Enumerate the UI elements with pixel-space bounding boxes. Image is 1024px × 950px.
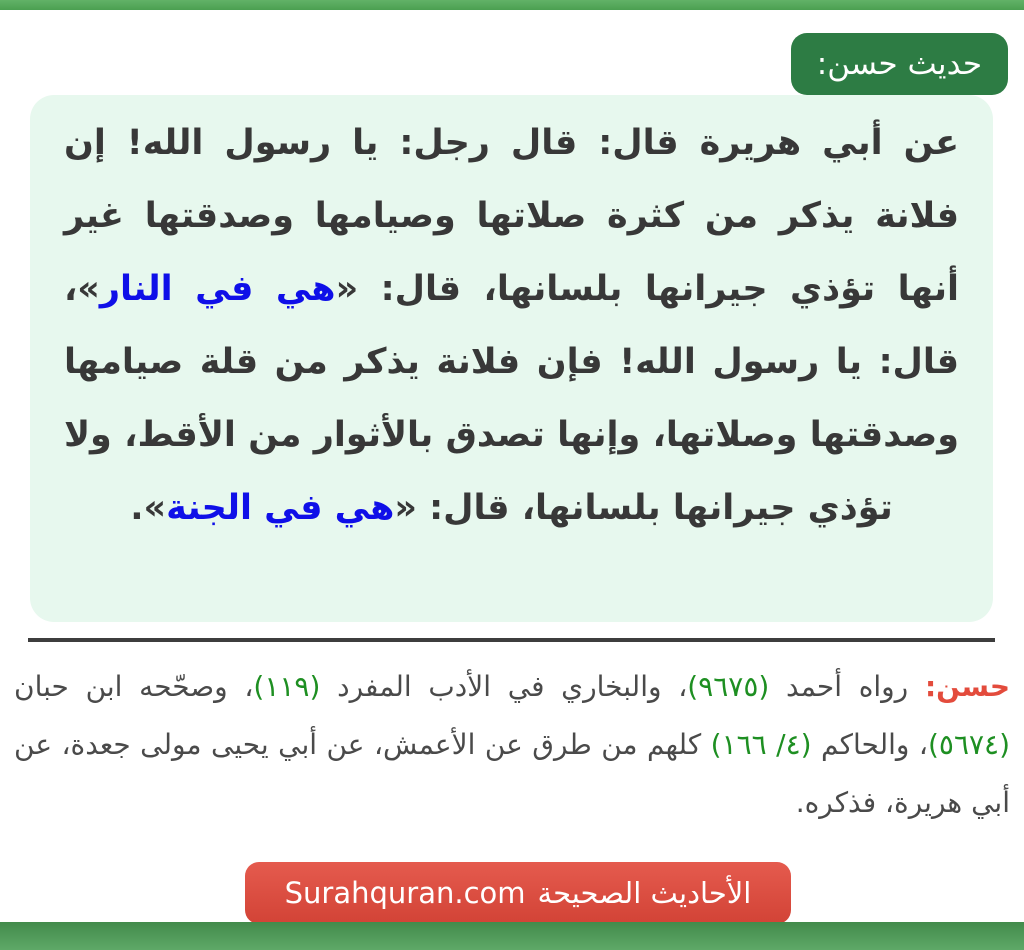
text-segment: هي في الجنة bbox=[166, 488, 395, 528]
hadith-grade-badge-label: حديث حسن: bbox=[816, 46, 982, 82]
text-segment: (٥٦٧٤) bbox=[927, 728, 1010, 761]
section-divider bbox=[28, 638, 995, 642]
text-segment: ، وصحّحه ابن حبان bbox=[14, 670, 254, 703]
takhrij-paragraph bbox=[14, 658, 1010, 832]
text-segment: ، والبخاري في الأدب المفرد bbox=[320, 670, 688, 703]
hadith-text bbox=[64, 107, 959, 545]
text-segment: كلهم من طرق عن الأعمش، عن أبي يحيى مولى جعدة، عن أبي هريرة، فذكره. bbox=[14, 728, 1010, 819]
text-segment: ». bbox=[130, 488, 167, 528]
text-segment: رواه أحمد bbox=[769, 670, 925, 703]
text-segment: (١١٩) bbox=[253, 670, 321, 703]
text-segment: (٩٦٧٥) bbox=[687, 670, 770, 703]
hadith-grade-badge bbox=[791, 33, 1008, 95]
source-button[interactable] bbox=[245, 862, 791, 924]
text-segment: عن أبي هريرة قال: قال رجل: يا رسول الله! إن فلانة يذكر من كثرة صلاتها وصيامها وصدقتها غير أنها تؤذي جيرانها بلسانها، قال: « bbox=[64, 123, 960, 309]
text-segment: هي في النار bbox=[99, 269, 336, 309]
text-segment: (٤/ ١٦٦) bbox=[710, 728, 812, 761]
top-accent-bar bbox=[0, 0, 1024, 10]
bottom-accent-bar bbox=[0, 922, 1024, 950]
hadith-card bbox=[30, 95, 993, 622]
source-button-arabic-label: الأحاديث الصحيحة bbox=[537, 876, 752, 910]
grade-label: حسن: bbox=[924, 670, 1011, 703]
source-button-site-label: Surahquran.com bbox=[284, 876, 526, 910]
text-segment: ، والحاكم bbox=[811, 728, 928, 761]
text-segment: »، قال: يا رسول الله! فإن فلانة يذكر من قلة صيامها وصدقتها وصلاتها، وإنها تصدق بالأثوار من الأقط، ولا تؤذي جيرانها بلسانها، قال: « bbox=[64, 269, 959, 528]
